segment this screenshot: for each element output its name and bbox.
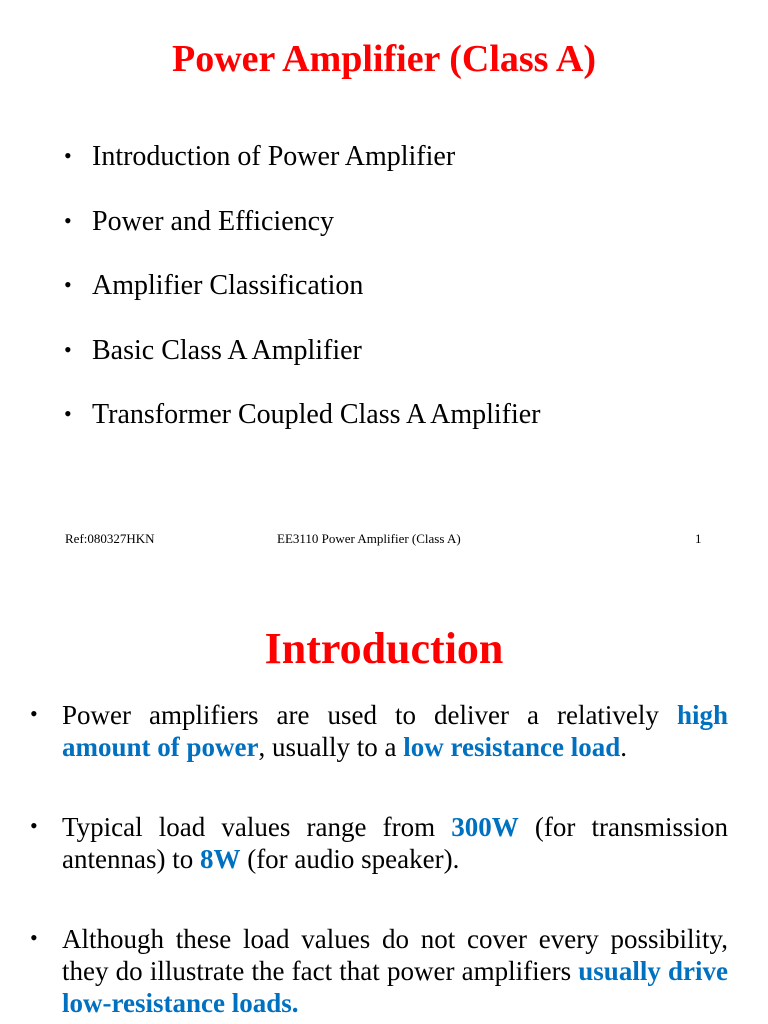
bullet-text: Although these load values do not cover every possibility, they do illustrate the fact that power amplifiers <box>62 924 728 986</box>
slide-2-title: Introduction <box>264 624 504 673</box>
agenda-item-text: Amplifier Classification <box>92 270 364 301</box>
agenda-item-text: Transformer Coupled Class A Amplifier <box>92 399 541 430</box>
highlighted-phrase: low resistance load <box>403 732 621 762</box>
highlighted-phrase: usually drive low-resistance loads <box>62 956 728 1018</box>
bullet-icon: • <box>64 401 72 426</box>
bullet-icon: • <box>64 143 72 168</box>
agenda-item <box>64 203 541 268</box>
agenda-item <box>64 138 541 203</box>
bullet-icon: • <box>30 813 38 838</box>
agenda-item <box>64 332 541 397</box>
agenda-item <box>64 396 541 461</box>
intro-bullet-list <box>30 699 728 1023</box>
footer-reference: Ref:080327HKN <box>65 531 155 546</box>
agenda-list <box>64 138 541 461</box>
slide-2 <box>0 565 768 1024</box>
intro-bullet <box>30 811 728 923</box>
bullet-text: , usually to a <box>258 732 404 762</box>
bullet-text: . <box>620 732 627 762</box>
agenda-item-text: Introduction of Power Amplifier <box>92 141 456 172</box>
bullet-text: Power amplifiers are used to deliver a relatively <box>62 700 677 730</box>
intro-bullet <box>30 923 728 1023</box>
highlighted-phrase: high amount of power <box>62 700 728 762</box>
agenda-item <box>64 267 541 332</box>
bullet-text: (for transmission antennas) to <box>62 812 729 874</box>
bullet-text: . <box>291 988 299 1018</box>
bullet-icon: • <box>30 925 38 950</box>
agenda-item-text: Basic Class A Amplifier <box>92 334 362 366</box>
highlighted-value: 300W <box>451 812 519 842</box>
bullet-icon: • <box>30 701 38 726</box>
footer-course-title: EE3110 Power Amplifier (Class A) <box>277 531 461 546</box>
highlighted-value: 8W <box>199 844 241 874</box>
footer-page-number: 1 <box>695 531 702 546</box>
bullet-icon: • <box>64 207 72 233</box>
bullet-text: Typical load values range from <box>62 812 452 842</box>
intro-bullet <box>30 699 728 811</box>
slide-1-title: Power Amplifier (Class A) <box>172 38 596 80</box>
agenda-item-text: Power and Efficiency <box>92 205 335 237</box>
bullet-icon: • <box>64 336 72 362</box>
bullet-icon: • <box>64 272 72 297</box>
bullet-text: (for audio speaker). <box>240 844 460 874</box>
